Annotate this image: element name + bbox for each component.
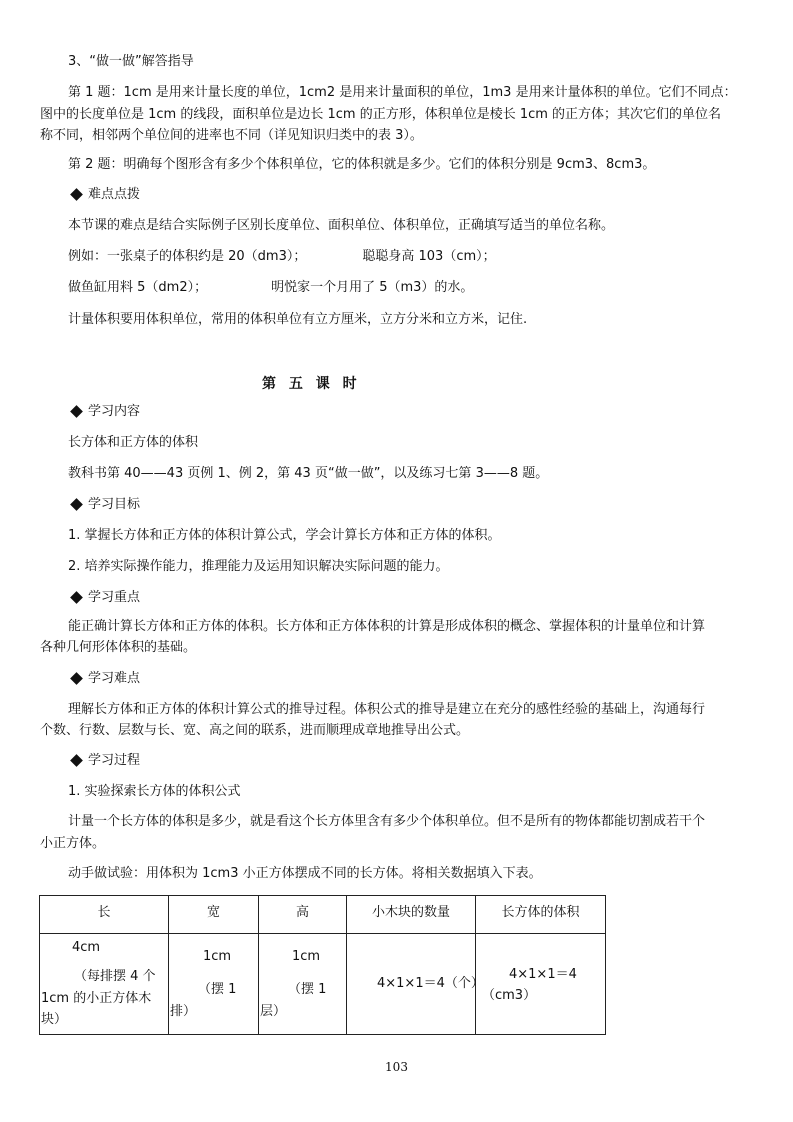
learning-goals-heading: 学习目标 [68, 497, 140, 513]
height-note-2: 层） [260, 1004, 287, 1019]
difficulty-heading: 学习难点 [68, 671, 140, 687]
page-number: 103 [385, 1060, 408, 1074]
width-note-1: （摆 1 [198, 982, 237, 997]
lesson-title: 第 五 课 时 [262, 376, 361, 392]
q1-line-3: 称不同，相邻两个单位间的进率也不同（详见知识归类中的表 3）。 [40, 128, 423, 143]
height-note-1: （摆 1 [288, 982, 327, 997]
learning-content-pages: 教科书第 40——43 页例 1、例 2，第 43 页“做一做”，以及练习七第 3——8 题。 [68, 466, 549, 481]
key-points-heading: 学习重点 [68, 590, 140, 606]
process-para-line-2: 小正方体。 [40, 836, 106, 851]
length-note-1: （每排摆 4 个 [74, 969, 156, 984]
length-note-3: 块） [41, 1012, 68, 1027]
key-points-line-2: 各种几何形体体积的基础。 [40, 640, 197, 655]
width-value: 1cm [203, 949, 232, 964]
block-count-value: 4×1×1＝4（个） [377, 976, 484, 991]
volume-value: 4×1×1＝4 [509, 967, 577, 982]
cell-height [259, 934, 347, 1035]
q1-line-2: 图中的长度单位是 1cm 的线段，面积单位是边长 1cm 的正方形，体积单位是棱长 1cm 的正方体；其次它们的单位名 [40, 107, 722, 122]
cell-volume [476, 934, 606, 1035]
diamond-bullet-icon [70, 405, 83, 418]
example-line-2: 做鱼缸用料 5（dm2）； 明悦家一个月用了 5（m3）的水。 [68, 280, 474, 295]
q1-line-1: 第 1 题：1cm 是用来计量长度的单位，1cm2 是用来计量面积的单位，1m3 是用来计量体积的单位。它们不同点： [68, 85, 737, 100]
difficulty-tips-heading: 难点点拨 [68, 187, 140, 203]
width-note-2: 排） [170, 1004, 197, 1019]
table-header-row [40, 896, 606, 934]
header-length: 长 [40, 896, 169, 934]
cell-width [169, 934, 259, 1035]
difficulty-line-1: 理解长方体和正方体的体积计算公式的推导过程。体积公式的推导是建立在充分的感性经验的基础上，沟通每行 [68, 702, 706, 717]
table-row [40, 934, 606, 1035]
learning-content-topic: 长方体和正方体的体积 [68, 435, 199, 450]
length-value: 4cm [72, 940, 101, 955]
cell-block-count [347, 934, 484, 1035]
header-width: 宽 [169, 896, 259, 934]
experiment-instruction: 动手做试验：用体积为 1cm3 小正方体摆成不同的长方体。将相关数据填入下表。 [68, 866, 542, 881]
example-line-1: 例如：一张桌子的体积约是 20（dm3）； 聪聪身高 103（cm）； [68, 249, 496, 264]
process-para-line-1: 计量一个长方体的体积是多少，就是看这个长方体里含有多少个体积单位。但不是所有的物体都能切割成若干个 [68, 814, 706, 829]
header-block-count: 小木块的数量 [347, 896, 476, 934]
goal-1: 1. 掌握长方体和正方体的体积计算公式，学会计算长方体和正方体的体积。 [68, 528, 501, 543]
diamond-bullet-icon [70, 188, 83, 201]
header-volume: 长方体的体积 [476, 896, 606, 934]
diamond-bullet-icon [70, 672, 83, 685]
difficulty-intro: 本节课的难点是结合实际例子区别长度单位、面积单位、体积单位，正确填写适当的单位名称。 [68, 218, 615, 233]
diamond-bullet-icon [70, 591, 83, 604]
section-heading: 3、“做一做”解答指导 [68, 54, 194, 69]
process-step-1: 1. 实验探索长方体的体积公式 [68, 784, 241, 799]
height-value: 1cm [292, 949, 321, 964]
header-height: 高 [259, 896, 347, 934]
q2-line: 第 2 题：明确每个图形含有多少个体积单位，它的体积就是多少。它们的体积分别是 9cm3、8cm3。 [68, 157, 656, 172]
difficulty-line-2: 个数、行数、层数与长、宽、高之间的联系，进而顺理成章地推导出公式。 [40, 723, 470, 738]
diamond-bullet-icon [70, 498, 83, 511]
volume-unit: （cm3） [482, 988, 537, 1003]
learning-content-heading: 学习内容 [68, 404, 140, 420]
goal-2: 2. 培养实际操作能力，推理能力及运用知识解决实际问题的能力。 [68, 559, 449, 574]
cell-length [40, 934, 169, 1035]
length-note-2: 1cm 的小正方体木 [41, 991, 152, 1006]
process-heading: 学习过程 [68, 753, 140, 769]
experiment-table [39, 895, 606, 1035]
key-points-line-1: 能正确计算长方体和正方体的体积。长方体和正方体体积的计算是形成体积的概念、掌握体积的计量单位和计算 [68, 619, 706, 634]
difficulty-conclusion: 计量体积要用体积单位，常用的体积单位有立方厘米，立方分米和立方米，记住. [68, 312, 528, 327]
diamond-bullet-icon [70, 754, 83, 767]
